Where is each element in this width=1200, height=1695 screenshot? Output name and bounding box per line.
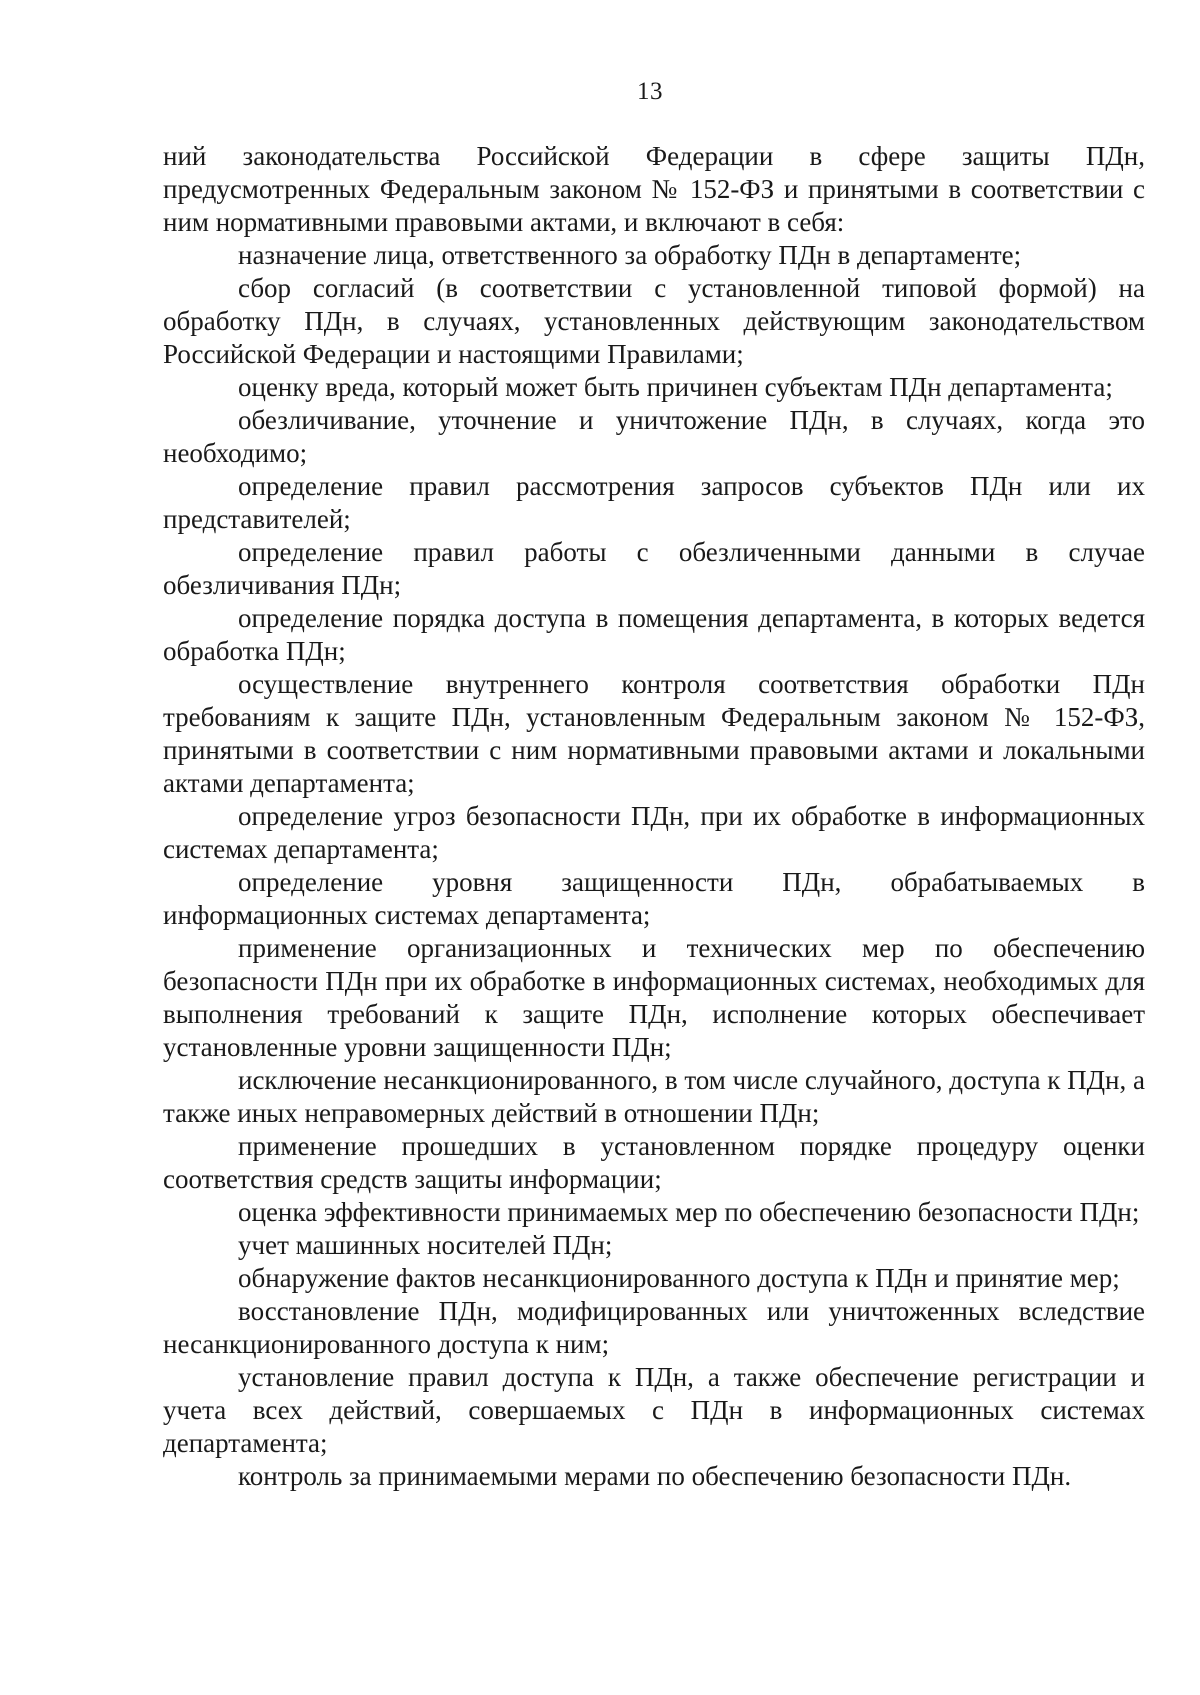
list-item-depersonalized-data-rules: определение правил работы с обезличенными данными в случае обезличивания ПДн; [163,537,1145,600]
list-item-incident-detection: обнаружение фактов несанкционированного доступа к ПДн и принятие мер; [238,1263,1120,1293]
list-item-premises-access: определение порядка доступа в помещения департамента, в которых ведется обработка ПДн; [163,603,1145,666]
document-body [163,140,1145,1493]
list-item-access-rules: установление правил доступа к ПДн, а также обеспечение регистрации и учета всех действий, совершаемых с ПДн в информационных системах департамента; [163,1362,1145,1458]
list-item-consent-collection: сбор согласий (в соответствии с установленной типовой формой) на обработку ПДн, в случаях, установленных действующим законодательством Российской Федерации и настоящими Правилами; [163,273,1145,369]
list-item-responsible-person: назначение лица, ответственного за обработку ПДн в департаменте; [238,240,1022,270]
paragraph-continuation: ний законодательства Российской Федерации в сфере защиты ПДн, предусмотренных Федеральным законом № 152-ФЗ и принятыми в соответствии с ним нормативными правовыми актами, и включают в себя: [163,141,1145,237]
list-item-internal-control: осуществление внутреннего контроля соответствия обработки ПДн требованиям к защите ПДн, установленным Федеральным законом № 152-ФЗ, принятыми в соответствии с ним нормативными правовыми актами и локальными актами департамента; [163,669,1145,798]
list-item-security-measures: применение организационных и технических мер по обеспечению безопасности ПДн при их обработке в информационных системах, необходимых для выполнения требований к защите ПДн, исполнение которых обеспечивает установленные уровни защищенности ПДн; [163,933,1145,1062]
list-item-data-recovery: восстановление ПДн, модифицированных или уничтоженных вследствие несанкционированного доступа к ним; [163,1296,1145,1359]
page-number: 13 [637,78,663,105]
list-item-measures-control: контроль за принимаемыми мерами по обеспечению безопасности ПДн. [238,1461,1072,1491]
list-item-effectiveness-assessment: оценка эффективности принимаемых мер по обеспечению безопасности ПДн; [238,1197,1140,1227]
list-item-unauthorized-access-prevention: исключение несанкционированного, в том числе случайного, доступа к ПДн, а также иных неправомерных действий в отношении ПДн; [163,1065,1145,1128]
list-item-harm-assessment: оценку вреда, который может быть причинен субъектам ПДн департамента; [238,372,1113,402]
list-item-threat-definition: определение угроз безопасности ПДн, при их обработке в информационных системах департамента; [163,801,1145,864]
list-item-request-rules: определение правил рассмотрения запросов субъектов ПДн или их представителей; [163,471,1145,534]
list-item-depersonalization: обезличивание, уточнение и уничтожение ПДн, в случаях, когда это необходимо; [163,405,1145,468]
list-item-certified-tools: применение прошедших в установленном порядке процедуру оценки соответствия средств защиты информации; [163,1131,1145,1194]
list-item-media-accounting: учет машинных носителей ПДн; [238,1230,613,1260]
list-item-protection-level: определение уровня защищенности ПДн, обрабатываемых в информационных системах департамента; [163,867,1145,930]
